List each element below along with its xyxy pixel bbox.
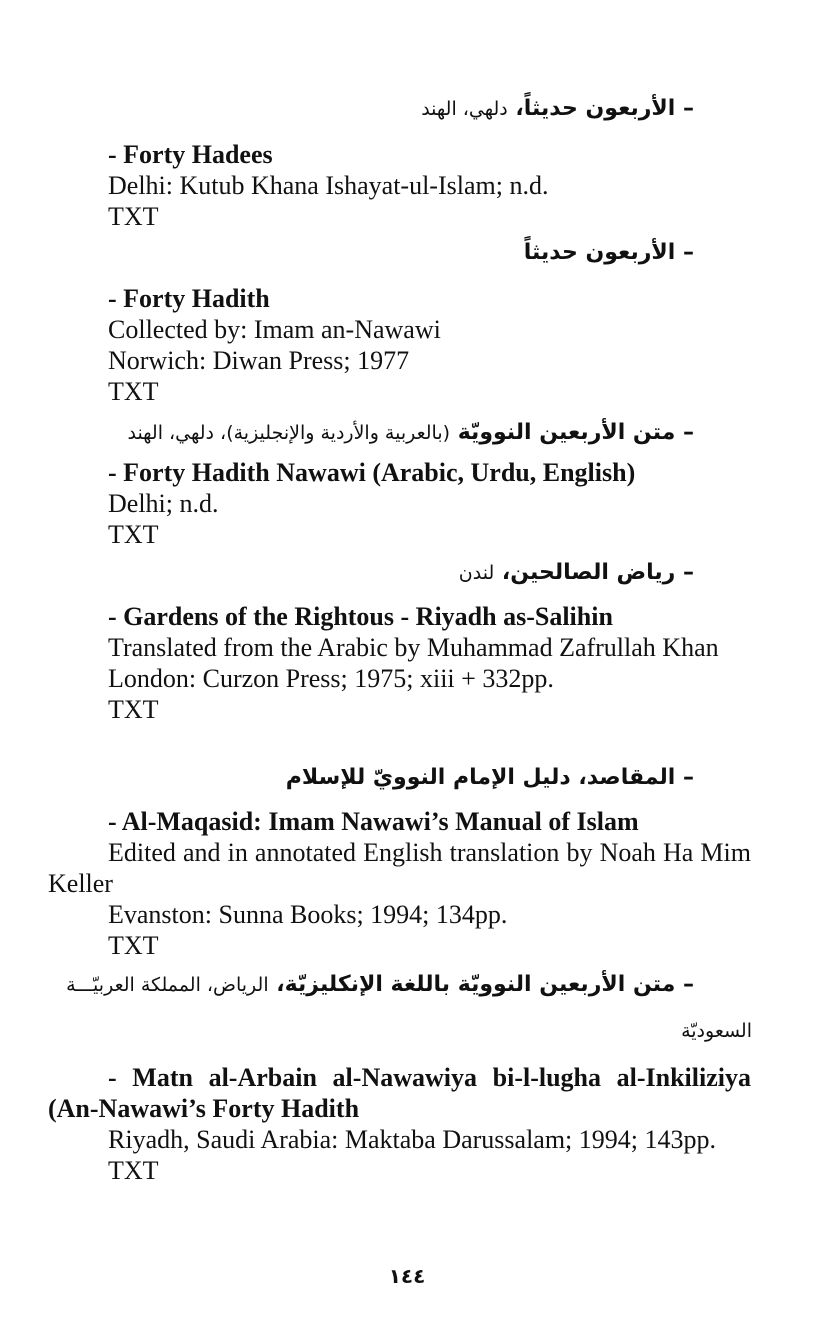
arabic-title-5 xyxy=(40,763,694,793)
entry-title: - Forty Hadith Nawawi (Arabic, Urdu, English) xyxy=(108,458,636,487)
entry-5 xyxy=(48,806,751,961)
entry-publisher-line: Riyadh, Saudi Arabia: Maktaba Darussalam; 1994; 143pp. xyxy=(108,1125,717,1154)
arabic-title-rest: الرياض، المملكة العربيّـــة xyxy=(66,974,269,996)
arabic-title-bold: – متن الأربعين النوويّة باللغة الإنكليزيّة، xyxy=(276,972,694,997)
arabic-title-bold: – متن الأربعين النوويّة xyxy=(457,420,694,445)
entry-line: TXT xyxy=(108,520,159,549)
entry-1 xyxy=(48,139,751,232)
page-number: ١٤٤ xyxy=(388,1264,426,1288)
arabic-title-4 xyxy=(40,558,694,588)
arabic-title-bold: – رياض الصالحين، xyxy=(501,560,694,585)
entry-line: Delhi; n.d. xyxy=(108,489,219,518)
entry-line: Delhi: Kutub Khana Ishayat-ul-Islam; n.d. xyxy=(108,171,549,200)
arabic-title-3 xyxy=(60,418,694,448)
entry-4 xyxy=(48,601,751,725)
entry-line: Evanston: Sunna Books; 1994; 134pp. xyxy=(108,900,508,929)
arabic-title-rest: لندن xyxy=(458,562,495,584)
entry-line: TXT xyxy=(108,1156,159,1185)
arabic-title-6 xyxy=(48,970,694,1000)
arabic-title-rest: دلهي، الهند xyxy=(421,98,508,120)
entry-line: TXT xyxy=(108,931,159,960)
entry-line: Collected by: Imam an-Nawawi xyxy=(108,315,441,344)
arabic-title-rest: (بالعربية والأردية والإنجليزية)، دلهي، الهند xyxy=(127,422,451,444)
entry-title: - Forty Hadees xyxy=(108,140,273,169)
arabic-title-bold: – الأربعون حديثاً xyxy=(523,240,694,265)
arabic-title-1 xyxy=(40,94,694,124)
entry-title: - Gardens of the Rightous - Riyadh as-Salihin xyxy=(108,602,613,631)
entry-3 xyxy=(48,457,751,550)
entry-title: - Forty Hadith xyxy=(108,284,270,313)
arabic-title-bold: – الأربعون حديثاً، xyxy=(515,96,694,121)
arabic-title-bold: – المقاصد، دليل الإمام النوويّ للإسلام xyxy=(285,765,694,790)
entry-2 xyxy=(48,283,751,407)
entry-line: London: Curzon Press; 1975; xiii + 332pp. xyxy=(108,664,554,693)
entry-title: - Matn al-Arbain al-Nawawiya bi-l-lugha al-Inkiliziya (An-Nawawi’s Forty Hadith xyxy=(48,1063,751,1123)
entry-translator-line: Translated from the Arabic by Muhammad Zafrullah Khan xyxy=(108,633,719,662)
entry-line: TXT xyxy=(108,202,159,231)
entry-title: - Al-Maqasid: Imam Nawawi’s Manual of Islam xyxy=(108,807,639,836)
entry-line: Norwich: Diwan Press; 1977 xyxy=(108,346,410,375)
entry-line: TXT xyxy=(108,695,159,724)
entry-editor-line: Edited and in annotated English translation by Noah Ha Mim Keller xyxy=(48,838,751,898)
entry-line: TXT xyxy=(108,377,159,406)
arabic-title-2 xyxy=(40,238,694,268)
entry-6 xyxy=(48,1062,751,1186)
arabic-title-6-continuation: السعوديّة xyxy=(681,1020,752,1042)
